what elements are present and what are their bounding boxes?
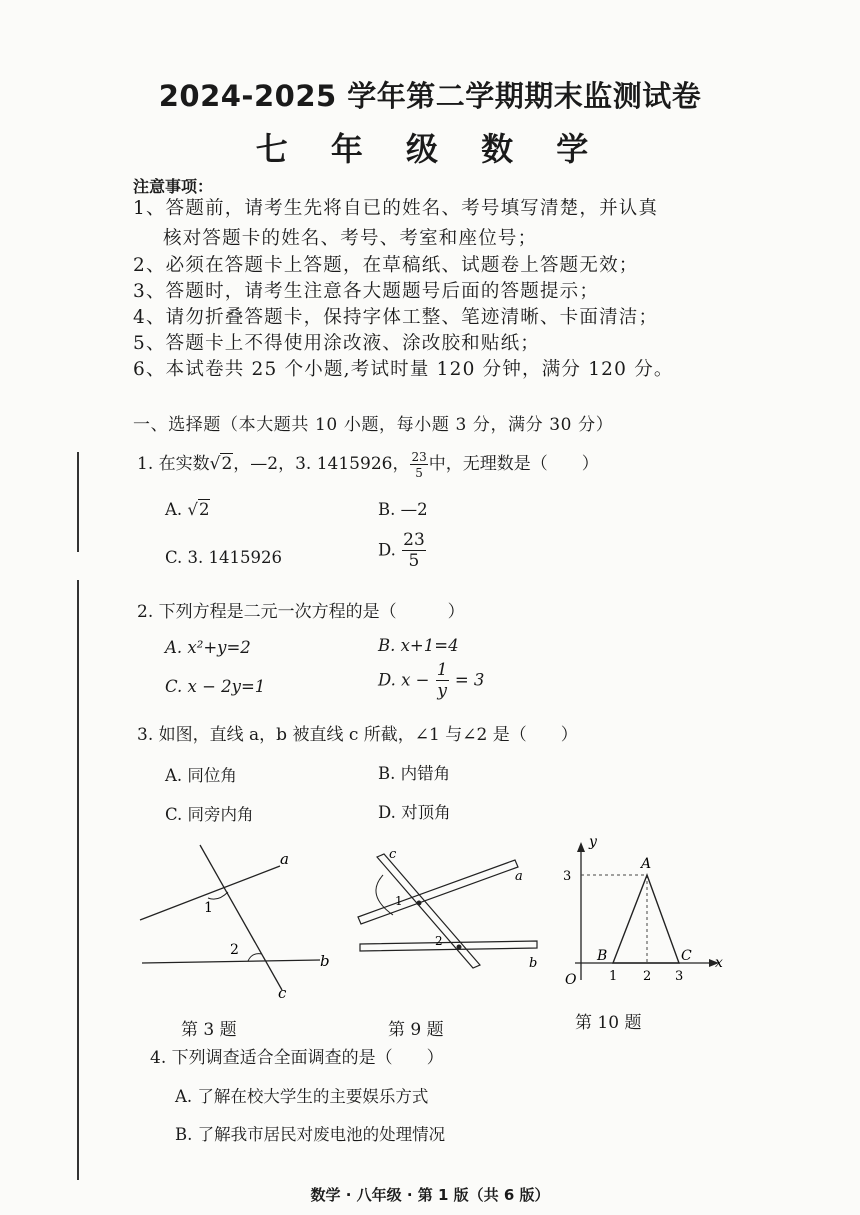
- figure-3-caption: 第 3 题: [181, 1020, 237, 1040]
- fig10-label-y: y: [589, 834, 597, 850]
- section-heading: 一、选择题（本大题共 10 小题，每小题 3 分，满分 30 分）: [133, 415, 614, 435]
- fig3-label-1: 1: [204, 900, 213, 916]
- q1-suffix: 中，无理数是（ ）: [428, 454, 599, 474]
- figure-9-diagram: [355, 845, 555, 1005]
- fig10-label-x: x: [715, 955, 723, 971]
- figure-10-diagram: [555, 830, 735, 995]
- q1-mid: ，—2，3. 1415926，: [233, 454, 410, 474]
- q2-option-a: A. x²+y=2: [165, 638, 251, 657]
- fig10-label-b: B: [597, 948, 608, 964]
- notice-line-2: 2、必须在答题卡上答题，在草稿纸、试题卷上答题无效；: [133, 255, 639, 276]
- q4-option-b: B. 了解我市居民对废电池的处理情况: [175, 1125, 446, 1144]
- q1-option-b: B. —2: [378, 500, 428, 519]
- fig9-label-b: b: [529, 956, 538, 971]
- fig10-tick-x2: 2: [643, 969, 652, 984]
- q3-option-c: C. 同旁内角: [165, 805, 254, 824]
- figure-10-caption: 第 10 题: [575, 1013, 642, 1033]
- binding-line-upper: [77, 452, 79, 552]
- fig10-tick-x3: 3: [675, 969, 684, 984]
- fig3-label-2: 2: [230, 942, 239, 958]
- q2-option-d: D. x − $\frac{1}{y}$ = 3: [378, 660, 485, 701]
- fig10-label-a: A: [641, 856, 652, 872]
- notice-line-6: 6、本试卷共 25 个小题,考试时量 120 分钟，满分 120 分。: [133, 359, 674, 380]
- q3-option-d: D. 对顶角: [378, 803, 451, 822]
- fig9-label-2: 2: [435, 934, 443, 948]
- question-4: 4. 下列调查适合全面调查的是（ ）: [150, 1048, 444, 1068]
- exam-subtitle: 七 年 级 数 学: [255, 130, 605, 168]
- page-footer: 数学 · 八年级 · 第 1 版（共 6 版）: [310, 1186, 550, 1204]
- fig3-line-c: [200, 845, 282, 990]
- q1-option-c: C. 3. 1415926: [165, 548, 282, 567]
- fig9-point-2: [457, 945, 462, 950]
- q1-sqrt: √2: [209, 454, 233, 474]
- exam-title: 2024-2025 学年第二学期期末监测试卷: [158, 79, 702, 113]
- q4-option-a: A. 了解在校大学生的主要娱乐方式: [175, 1087, 429, 1106]
- question-2: 2. 下列方程是二元一次方程的是（ ）: [137, 602, 465, 622]
- figure-9-caption: 第 9 题: [388, 1020, 444, 1040]
- fig3-label-c: c: [278, 984, 287, 1002]
- fig3-label-b: b: [320, 952, 330, 970]
- q1-fraction: $\frac{23}{5}$: [411, 449, 427, 480]
- fig3-line-b: [142, 960, 320, 963]
- fig9-label-c: c: [389, 847, 397, 862]
- fig10-label-o: O: [565, 972, 577, 988]
- fig10-tick-x1: 1: [609, 969, 618, 984]
- notice-line-4: 4、请勿折叠答题卡，保持字体工整、笔迹清晰、卡面清洁；: [133, 307, 659, 328]
- fig9-label-a: a: [515, 869, 523, 884]
- notice-line-3: 3、答题时，请考生注意各大题题号后面的答题提示；: [133, 281, 600, 302]
- fig10-y-arrow: [577, 842, 585, 852]
- q3-option-b: B. 内错角: [378, 764, 451, 783]
- fig10-tick-y3: 3: [563, 869, 572, 884]
- notice-line-1-cont: 核对答题卡的姓名、考号、考室和座位号；: [163, 228, 538, 249]
- question-1: [137, 449, 599, 479]
- notice-heading: 注意事项：: [133, 177, 214, 196]
- fig9-strip-a: [358, 860, 518, 924]
- binding-line-lower: [77, 580, 79, 1180]
- q1-option-d: D. $\frac{23}{5}$: [378, 530, 425, 571]
- fig3-angle-2-arc: [248, 954, 262, 961]
- fig9-point-1: [417, 901, 422, 906]
- notice-line-5: 5、答题卡上不得使用涂改液、涂改胶和贴纸；: [133, 333, 540, 354]
- fig9-strip-b: [360, 941, 537, 951]
- notice-line-1: 1、答题前，请考生先将自已的姓名、考号填写清楚，并认真: [133, 198, 659, 219]
- fig10-label-c: C: [681, 948, 692, 964]
- q2-option-c: C. x − 2y=1: [165, 677, 266, 696]
- q1-option-a: A. √2: [165, 500, 210, 519]
- question-3: 3. 如图，直线 a，b 被直线 c 所截，∠1 与∠2 是（ ）: [137, 725, 578, 745]
- q1-prefix: 1. 在实数: [137, 454, 210, 474]
- figure-3-diagram: [130, 840, 350, 1005]
- fig10-triangle-abc: [613, 875, 679, 963]
- q2-option-b: B. x+1=4: [378, 636, 459, 655]
- fig9-label-1: 1: [395, 894, 403, 908]
- q3-option-a: A. 同位角: [165, 766, 237, 785]
- fig3-label-a: a: [280, 850, 289, 868]
